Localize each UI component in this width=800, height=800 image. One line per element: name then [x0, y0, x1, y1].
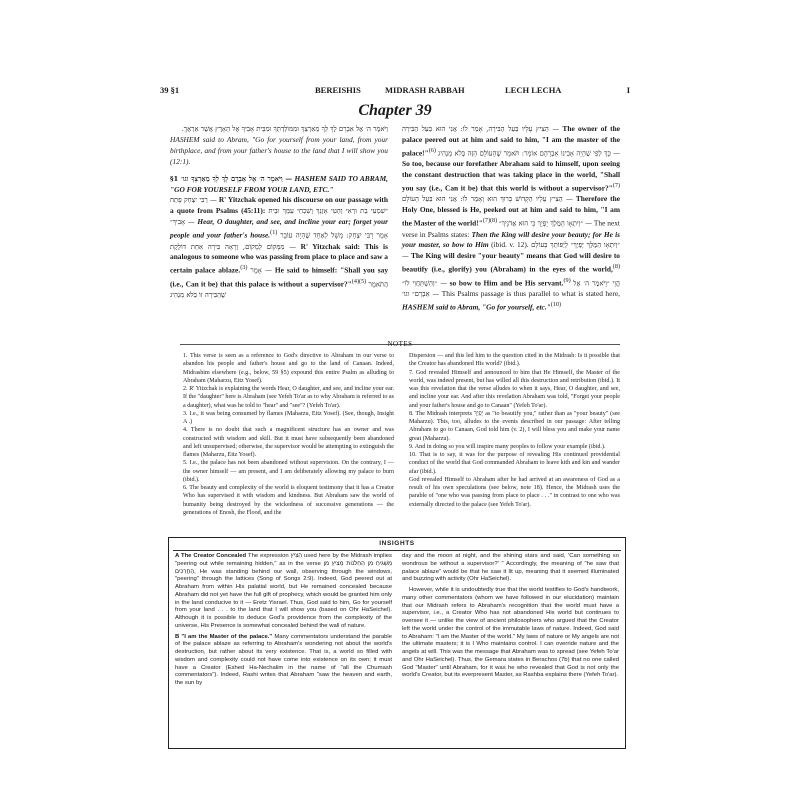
note-ref: (7)(8) — [482, 218, 498, 225]
notes-left-column — [183, 352, 394, 517]
note-item: 3. I.e., it was being consumed by flames (Maharzu, Eitz Yosef). (See, though, Insight A .) — [183, 410, 394, 425]
insights-columns — [175, 553, 619, 688]
hebrew-phrase: אָמַר — — [250, 266, 272, 275]
english-text: This is analogous to someone who was passing from place to place and saw a certain palace ablaze. — [170, 241, 388, 275]
note-item: Dispersion — and this led him to the question cited in the Midrash: Is it possible that the Creator has abandoned His world? (ibid.). — [409, 353, 620, 368]
main-text-right-column — [402, 124, 620, 339]
note-item: God revealed Himself to Abraham after he had arrived at an awareness of God as a result of his own speculations (see below, note 18). Hence, the Midrash uses the parable of "one who was passing from place to place . . ." in contrast to one who was externally directed to the palace (see Yefeh To'ar). — [409, 476, 620, 508]
english-text: He said to himself: — [274, 265, 338, 275]
note-ref: (10) — [550, 301, 562, 308]
hebrew-phrase: כָּךְ לְפִי שֶׁהָיָה אָבִינוּ אַבְרָהָם אוֹמֵר: תֹּאמַר שֶׁהָעוֹלָם הַזֶּה בְּלֹא מַנְהִיג — — [437, 149, 620, 158]
book-name: BEREISHIS — [315, 85, 361, 95]
paragraph-heading — [170, 174, 388, 196]
page-reference: 39 §1 — [160, 85, 180, 95]
insight-heading: A The Creator Concealed — [175, 553, 249, 559]
heading-english: HASHEM SAID TO ABRAM, "GO FOR YOURSELF FROM YOUR LAND, ETC." — [170, 173, 388, 194]
note-ref: (8) — [612, 264, 620, 271]
hebrew-phrase: ״וְיִתְאָו הַמֶּלֶךְ יָפְיֵךְ כִּי הוּא אֲדֹנַיִךְ״ — — [499, 219, 593, 228]
insights-right-column — [402, 553, 619, 688]
insight-paragraph: day and the moon at night, and the shining stars and said, 'Can something so wondrous be without a supervisor?' " Accordingly, the meaning of "he saw that palace ablaze" would be that he saw it lit up, meaning that it seemed illuminated and buzzing with activity (Ohr HaSeichel). — [402, 553, 619, 583]
notes-section — [183, 352, 620, 517]
notes-right-column — [409, 352, 620, 517]
work-name: MIDRASH RABBAH — [385, 85, 465, 95]
hebrew-phrase: ״וְהִשְׁתַּחֲוִי לוֹ״ — — [402, 279, 447, 288]
note-item: 2. R' Yitzchak is explaining the words Hear, O daughter, and see, and incline your ear. If the "daughter" here is Abraham (see Yefeh To'ar as to why Abraham is referred to as a daughter), what was he told to "hear" and "see"? (Yefeh To'ar). — [183, 386, 394, 409]
insight-paragraph: However, while it is undoubtedly true that the world testifies to God's handiwork, many other commentators (whom we have followed in our elucidation) maintain that our Midrash refers to Abraham's recognition that the world must have a supervisor, i.e., a Creator Who has not abandoned His world but continues to oversee it — unlike the view of ancient philosophers who argued that the Creator left the world under the control of the immutable laws of nature. Indeed, God said to Abraham: "I am the Master of the world." My laws of nature or My angels are not the ultimate masters; it is I Who maintains control. I can override nature and the angels at will. This was the message that Abraham was to spread (see Yefeh To'ar and Ohr HaSeichel). Thus, the Gemara states in Berachos (7b) that no one called God "Master" until Abraham, for it was he who revealed that God is not only the world's Creator, but its everpresent Master, as Rashba explains there (Yefeh To'ar). — [402, 587, 619, 679]
heading-hebrew: §1 וַיֹּאמֶר ה׳ אֶל אַבְרָם לֶךְ לְךָ מֵאַרְצְךָ וגו׳ — — [170, 174, 293, 183]
note-ref: (3) — [240, 265, 248, 272]
parsha-name: LECH LECHA — [505, 85, 562, 95]
note-ref: (1) — [270, 230, 278, 237]
paragraph — [170, 195, 388, 301]
english-text: Hear, O daughter, and see, and incline your ear; forget your people and your father's house. — [170, 217, 388, 240]
note-item: 7. God revealed Himself and announced to him that He Himself, the Master of the world, was indeed present, but has willed all this destruction and retribution (ibid.). It was this revelation that the verse alludes to when it says, Hear, O daughter, and see, and incline your ear. And after this revelation Abraham was told, "Forget your people and your father's house and go to Canaan" (Yefeh To'ar). — [409, 369, 620, 409]
note-ref: (4)(5) — [351, 278, 367, 285]
page-number: I — [626, 85, 630, 95]
note-ref: (7) — [612, 183, 620, 189]
hebrew-phrase: הֲתֹאמַר שֶׁהַבִּירָה זוֹ בְּלֹא מַנְהִיג — [170, 280, 388, 300]
insights-title: INSIGHTS — [379, 540, 415, 547]
note-item: 9. And in doing so you will inspire many peoples to follow your example (ibid.). — [409, 443, 606, 450]
hebrew-phrase: רַבִּי יִצְחָק פָּתַח — — [170, 196, 217, 205]
chapter-title: Chapter 39 — [358, 102, 432, 119]
english-text: So too, because our forefather Abraham said to himself, upon seeing the constant destruction that was taking place in the world, "Shall you say (i.e., Can it be) that this world is without a supervisor?" — [402, 159, 620, 193]
insight-text: The expression הֵצִיץ used here by the Midrash implies "peering out while remaining hidden," as in the verse מַשְׁגִּיחַ מִן הַחַלֹּנוֹת מֵצִיץ מִן הַחֲרַכִּים, He was standing behind our wall, observing through the windows, "peering" through the lattices (Song of Songs 2:9). Indeed, God peered out at Abraham from within His palatial world, but He remained concealed because Abraham did not yet have the full gift of prophecy, which would be granted him only in the land conducive to it — Eretz Yisrael. Thus, God said to him, Go for yourself from your land . . . to the land that I will show you (based on Ohr HaSeichel). Although it is possible to deduce God's providence from the complexity of the universe, His Presence is somewhat concealed behind the wall of nature. — [175, 553, 392, 629]
english-text: R' Yitzchak said: — [300, 241, 361, 251]
note-ref: (6) — [428, 147, 436, 154]
hebrew-phrase: הֵצִיץ עָלָיו הַקָּדוֹשׁ בָּרוּךְ הוּא וְאָמַר לוֹ: אֲנִי הוּא בַּעַל הָעוֹלָם — — [402, 195, 573, 204]
english-text: HASHEM said to Abram, "Go for yourself, etc." — [402, 302, 551, 312]
running-head — [160, 83, 630, 97]
paragraph — [402, 124, 620, 313]
verse-english: HASHEM said to Abram, "Go for yourself from your land, from your birthplace, and from your father's house to the land that I will show you (12:1). — [170, 134, 388, 166]
hebrew-phrase: הֵצִיץ עָלָיו בַּעַל הַבִּירָה, אָמַר לוֹ: אֲנִי הוּא בַּעַל הַבִּירָה — — [402, 125, 560, 133]
english-text: so bow to Him and be His servant. — [449, 278, 564, 288]
note-item: 5. I.e., the palace has not been abandoned without supervision. On the contrary, I — the owner himself — am present, and I am deliberately allowing my palace to burn (ibid.). — [183, 460, 394, 483]
hebrew-phrase: אָמַר רַבִּי יִצְחָק: מָשָׁל לְאֶחָד שֶׁהָיָה עוֹבֵר מִמָּקוֹם לְמָקוֹם, וְרָאָה בִּירָה אַחַת דּוֹלֶקֶת — — [170, 231, 388, 251]
english-text: The next verse in Psalms states: — [402, 218, 620, 239]
insight-text: Many commentators understand the parable of the palace ablaze as referring to Abraham's wondering not about the world's destruction, but rather about its very existence. That is, a world so filled with wisdom and complexity could not have come into existence on its own; it must have a Creator (Eshed Ha-Nechalim in the name of "all the Chumash commentators"). Indeed, Rashi writes that Abraham "saw the heaven and earth, the sun by — [175, 633, 393, 686]
verse-hebrew: וַיֹּאמֶר ה׳ אֶל אַבְרָם לֶךְ לְךָ מֵאַרְצְךָ וּמִמּוֹלַדְתְּךָ וּמִבֵּית אָבִיךָ אֶל הָאָרֶץ אֲשֶׁר אַרְאֶךָּ. — [181, 125, 388, 133]
hebrew-phrase: ״וְיִתְאָו הַמֶּלֶךְ יָפְיֵךְ״ לְיַפּוֹתֵךְ בָּעוֹלָם — — [402, 241, 620, 261]
note-item: 1. This verse is seen as a reference to God's directive to Abraham in our verse to abandon his people and father's house and go to the land of Canaan. Indeed, Midrashim elsewhere (e.g., below, 59 §5) expound this entire Psalm as alluding to Abraham (Maharzu, Eitz Yosef). — [183, 353, 394, 384]
english-text: The King will desire "your beauty" means that God will desire to beautify (i.e., glorify) you (Abraham) in the eyes of the world, — [402, 251, 620, 274]
main-text-left-column — [170, 124, 388, 339]
insights-box — [168, 537, 626, 749]
note-item: 8. The Midrash interprets יָפְיֵךְ as "to beautify you," rather than as "your beauty" (see Maharzu). This, too, alludes to the events described in our passage: After telling Abraham to go to Canaan, God told him (v. 2), I will bless you and make your name great (Maharzu). — [409, 410, 620, 442]
english-text: R' Yitzchak opened his discourse on our passage with a quote from Psalms (45:11): — [170, 195, 388, 216]
note-item: 6. The beauty and complexity of the world is eloquent testimony that it has a Creator Who has supervised it with wisdom and kindness. But Abraham saw the world of humanity being destroyed by the wickedness of successive generations — the generations of Enosh, the Flood, and the — [183, 485, 394, 516]
english-text: "Shall you say (i.e., Can it be) that this palace is without a supervisor?" — [170, 265, 389, 289]
note-ref: (9) — [563, 277, 571, 284]
notes-label: NOTES — [387, 340, 413, 348]
hebrew-phrase: ״שִׁמְעִי בַת וּרְאִי וְהַטִּי אָזְנֵךְ וְשִׁכְחִי עַמֵּךְ וּבֵית אָבִיךְ״ — — [170, 207, 388, 227]
insight-paragraph — [175, 634, 392, 688]
main-text — [170, 124, 620, 339]
insights-left-column — [175, 553, 392, 688]
note-item: 10. That is to say, it was for the purpose of revealing His continued providential conduct of the world that God commanded Abraham to leave kith and kin and wander afar (ibid.). — [409, 452, 620, 475]
insights-rule — [173, 550, 621, 551]
english-text: Therefore the Holy One, blessed is He, peeked out at him and said to him, "I am the Master of the world!" — [402, 194, 620, 228]
english-text: This Psalms passage is thus parallel to what is stated here, — [441, 289, 620, 299]
english-text: (ibid. v. 12). — [491, 240, 529, 250]
hebrew-phrase: הֱוֵי ״וַיֹּאמֶר ה׳ אֶל אַבְרָם״ וגו׳ — — [402, 279, 620, 299]
insight-heading: B "I am the Master of the palace." — [175, 633, 275, 640]
insight-paragraph — [175, 553, 392, 631]
english-text: Then the King will desire your beauty; for He is your master, so bow to Him — [402, 229, 620, 250]
note-item: 4. There is no doubt that such a magnificent structure has an owner and was constructed with wisdom and skill. But it must have subsequently been abandoned and left unsupervised; otherwise, the supervisor would be attempting to extinguish the flames (Maharzu, Eitz Yosef). — [183, 427, 394, 458]
english-text: The owner of the palace peered out at him and said to him, "I am the master of the palace!" — [402, 124, 620, 158]
